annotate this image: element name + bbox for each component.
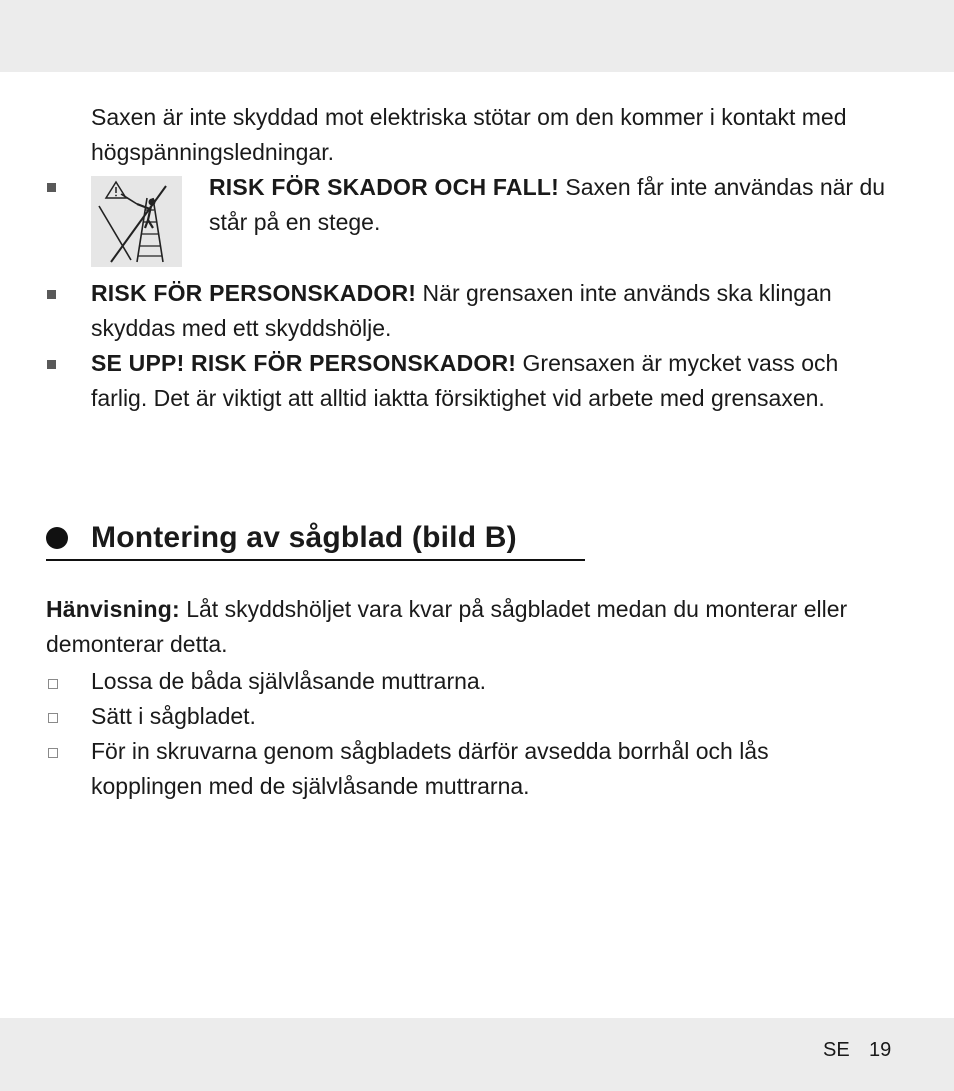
bullet-square xyxy=(47,290,56,299)
warning-injury-title: RISK FÖR PERSONSKADOR! xyxy=(91,280,417,306)
step-text: Lossa de båda självlåsande muttrarna. xyxy=(91,668,487,694)
page-number: 19 xyxy=(869,1039,892,1061)
step-checkbox xyxy=(48,748,58,758)
step-checkbox xyxy=(48,713,58,723)
footer-language: SE xyxy=(823,1039,850,1061)
step-text: För in skruvarna genom sågbladets därför avsedda borrhål och lås kopplingen med de självlåsande muttrarna. xyxy=(91,738,769,799)
warning-sharp-text: Grensaxen är mycket vass och farlig. Det är viktigt att alltid iaktta försiktighet vid arbete med grensaxen. xyxy=(91,350,839,411)
intro-text: Saxen är inte skyddad mot elektriska stötar om den kommer i kontakt med högspänningsledningar. xyxy=(91,104,847,165)
note-text: Låt skyddshöljet vara kvar på sågbladet medan du monterar eller demonterar detta. xyxy=(46,596,848,657)
step-checkbox xyxy=(48,679,58,689)
warning-fall-text: Saxen får inte användas när du står på en stege. xyxy=(209,174,886,235)
note-paragraph xyxy=(46,592,906,662)
warning-sharp xyxy=(91,346,891,416)
header-band xyxy=(0,0,954,72)
warning-sharp-title: SE UPP! RISK FÖR PERSONSKADOR! xyxy=(91,350,517,376)
footer-band xyxy=(0,1018,954,1091)
bullet-square xyxy=(47,360,56,369)
warning-injury xyxy=(91,276,851,346)
note-label: Hänvisning: xyxy=(46,596,180,622)
step-item xyxy=(91,699,891,734)
step-item xyxy=(91,664,891,699)
section-heading: Montering av sågblad (bild B) xyxy=(91,521,517,554)
warning-fall-title: RISK FÖR SKADOR OCH FALL! xyxy=(209,174,559,200)
warning-fall xyxy=(209,170,909,240)
step-item xyxy=(91,734,861,804)
bullet-square xyxy=(47,183,56,192)
heading-underline xyxy=(46,559,585,561)
ladder-warning-icon xyxy=(91,176,182,267)
warning-injury-text: När grensaxen inte används ska klingan skyddas med ett skyddshölje. xyxy=(91,280,832,341)
step-text: Sätt i sågbladet. xyxy=(91,703,256,729)
heading-bullet xyxy=(46,527,68,549)
intro-paragraph xyxy=(91,100,911,170)
